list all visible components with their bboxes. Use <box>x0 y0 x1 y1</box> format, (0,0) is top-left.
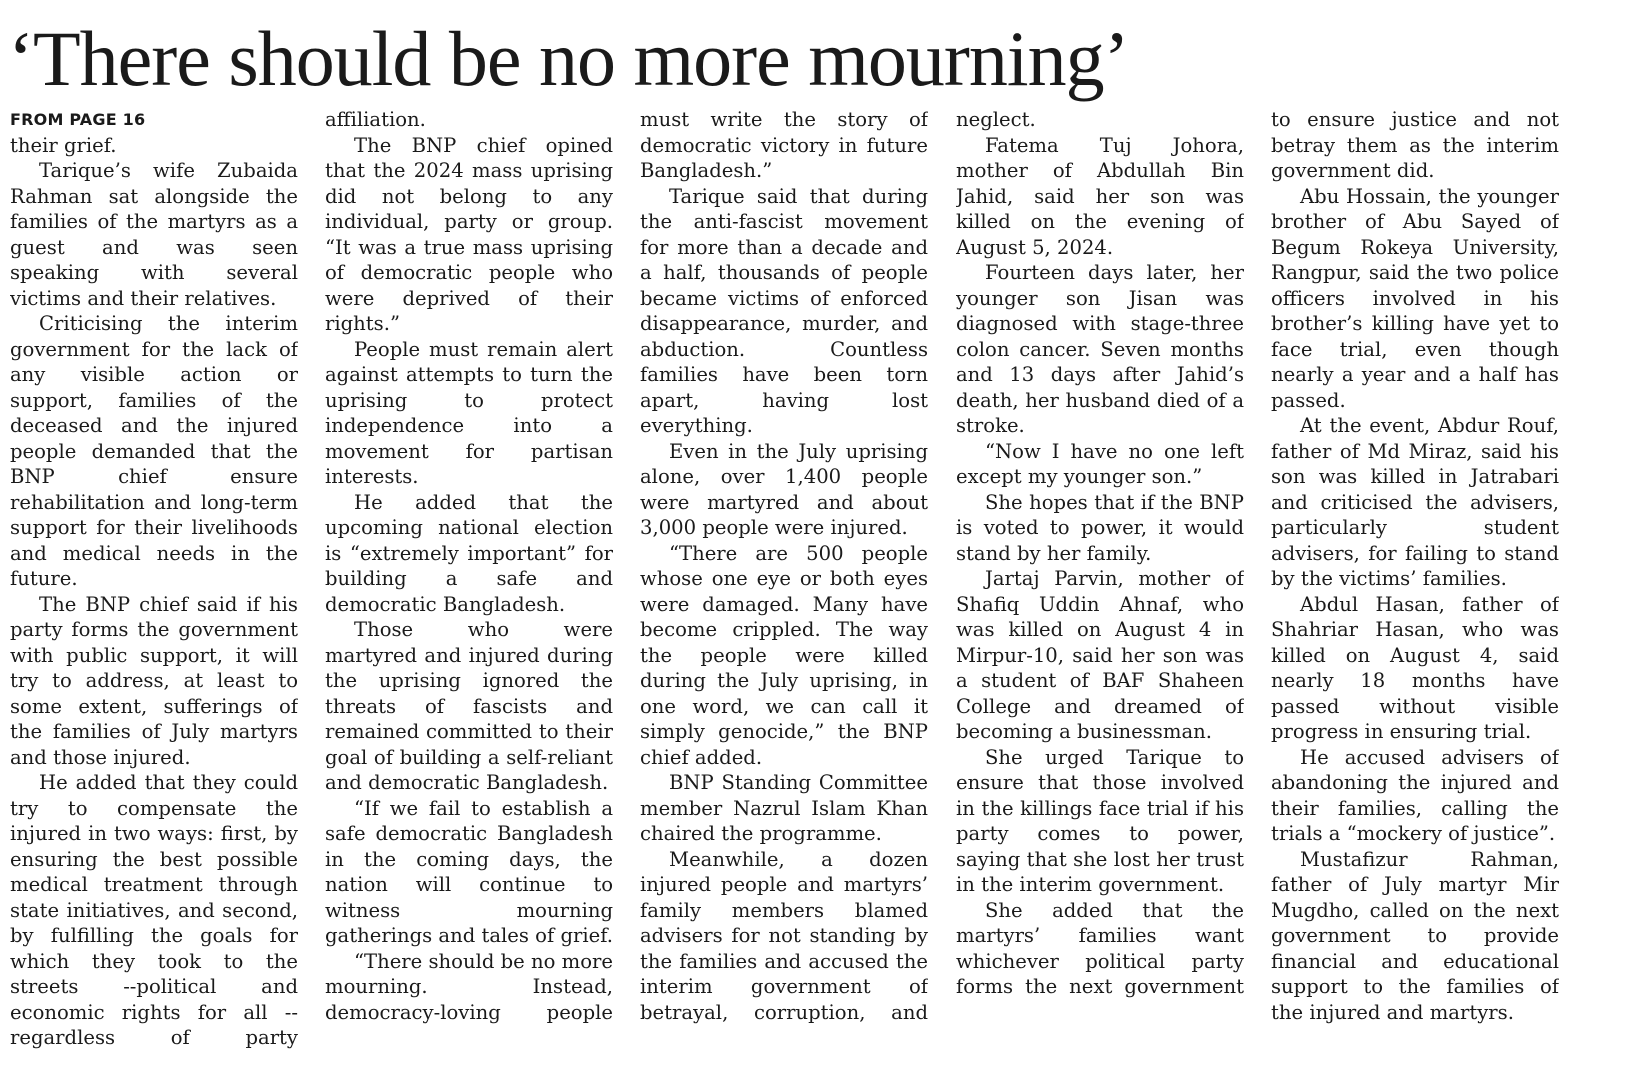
paragraph: Jartaj Parvin, mother of Shafiq Uddin Ahnaf, who was killed on August 4 in Mirpur-10, said her son was a student of BAF Shaheen College and dreamed of becoming a businessman. <box>956 567 1244 743</box>
paragraph: Mustafizur Rahman, father of July martyr Mir Mugdho, called on the next government to provide financial and educational support to the families of the injured and martyrs. <box>1271 847 1559 1024</box>
paragraph: “There should be no more mourning. Instead, democracy-loving people <box>325 949 613 1024</box>
column-5 <box>1271 107 1559 1067</box>
paragraph: to ensure justice and not betray them as the interim government did. <box>1271 108 1559 182</box>
paragraph: People must remain alert against attempts to turn the uprising to protect independence into a movement for partisan interests. <box>325 337 613 488</box>
paragraph: must write the story of democratic victory in future Bangladesh.” <box>640 108 928 182</box>
paragraph: Criticising the interim government for the lack of any visible action or support, families of the deceased and the injured people demanded that the BNP chief ensure rehabilitation and long-term support for their livelihoods and medical needs in the future. <box>10 312 298 590</box>
paragraph: neglect. <box>956 108 1036 131</box>
paragraph: The BNP chief opined that the 2024 mass uprising did not belong to any individual, party or group. “It was a true mass uprising of democratic people who were deprived of their rights.” <box>325 133 613 335</box>
paragraph: The BNP chief said if his party forms the government with public support, it will try to address, at least to some extent, sufferings of the families of July martyrs and those injured. <box>10 592 298 769</box>
paragraph: Abu Hossain, the younger brother of Abu Sayed of Begum Rokeya University, Rangpur, said the two police officers involved in his brother’s killing have yet to face trial, even though nearly a year and a half has passed. <box>1271 184 1559 412</box>
paragraph: Tarique’s wife Zubaida Rahman sat alongside the families of the martyrs as a guest and was seen speaking with several victims and their relatives. <box>10 159 298 310</box>
paragraph: Fatema Tuj Johora, mother of Abdullah Bin Jahid, said her son was killed on the evening of August 5, 2024. <box>956 133 1244 259</box>
headline: ‘There should be no more mourning’ <box>8 15 1129 102</box>
paragraph: Those who were martyred and injured during the uprising ignored the threats of fascists and remained committed to their goal of building a self-reliant and democratic Bangladesh. <box>325 618 613 794</box>
column-4 <box>956 107 1244 1067</box>
paragraph: “Now I have no one left except my younger son.” <box>956 439 1244 488</box>
paragraph: Fourteen days later, her younger son Jisan was diagnosed with stage-three colon cancer. Seven months and 13 days after Jahid’s death, her husband died of a stroke. <box>956 261 1244 437</box>
paragraph: He added that they could try to compensate the injured in two ways: first, by ensuring the best possible medical treatment through state initiatives, and second, by fulfilling the goals for which they took to the streets --political and economic rights for all -- regardless of party <box>10 771 298 1049</box>
paragraph: She urged Tarique to ensure that those involved in the killings face trial if his party comes to power, saying that she lost her trust in the interim government. <box>956 745 1244 896</box>
paragraph: “If we fail to establish a safe democratic Bangladesh in the coming days, the nation will continue to witness mourning gatherings and tales of grief. <box>325 796 613 947</box>
paragraph: Tarique said that during the anti-fascist movement for more than a decade and a half, thousands of people became victims of enforced disappearance, murder, and abduction. Countless families have been torn apart, having lost everything. <box>640 184 928 437</box>
paragraph: their grief. <box>10 133 117 157</box>
paragraph: She added that the martyrs’ families want whichever political party forms the next government <box>956 898 1244 998</box>
paragraph: BNP Standing Committee member Nazrul Islam Khan chaired the programme. <box>640 771 928 845</box>
paragraph: Meanwhile, a dozen injured people and martyrs’ family members blamed advisers for not standing by the families and accused the interim government of betrayal, corruption, and <box>640 847 928 1024</box>
paragraph: He accused advisers of abandoning the injured and their families, calling the trials a “mockery of justice”. <box>1271 745 1559 845</box>
continuation-kicker: FROM PAGE 16 <box>10 110 146 129</box>
paragraph: affiliation. <box>325 108 426 131</box>
paragraph: She hopes that if the BNP is voted to power, it would stand by her family. <box>956 490 1244 565</box>
paragraph: At the event, Abdur Rouf, father of Md Miraz, said his son was killed in Jatrabari and criticised the advisers, particularly student advisers, for failing to stand by the victims’ families. <box>1271 414 1559 590</box>
paragraph: Even in the July uprising alone, over 1,400 people were martyred and about 3,000 people were injured. <box>640 439 928 539</box>
paragraph: “There are 500 people whose one eye or both eyes were damaged. Many have become crippled. The way the people were killed during the July uprising, in one word, we can call it simply genocide,” the BNP chief added. <box>640 541 928 769</box>
column-1 <box>10 107 298 1067</box>
paragraph: He added that the upcoming national election is “extremely important” for building a safe and democratic Bangladesh. <box>325 490 613 616</box>
paragraph: Abdul Hasan, father of Shahriar Hasan, who was killed on August 4, said nearly 18 months have passed without visible progress in ensuring trial. <box>1271 592 1559 743</box>
column-2 <box>325 107 613 1067</box>
column-3 <box>640 107 928 1067</box>
